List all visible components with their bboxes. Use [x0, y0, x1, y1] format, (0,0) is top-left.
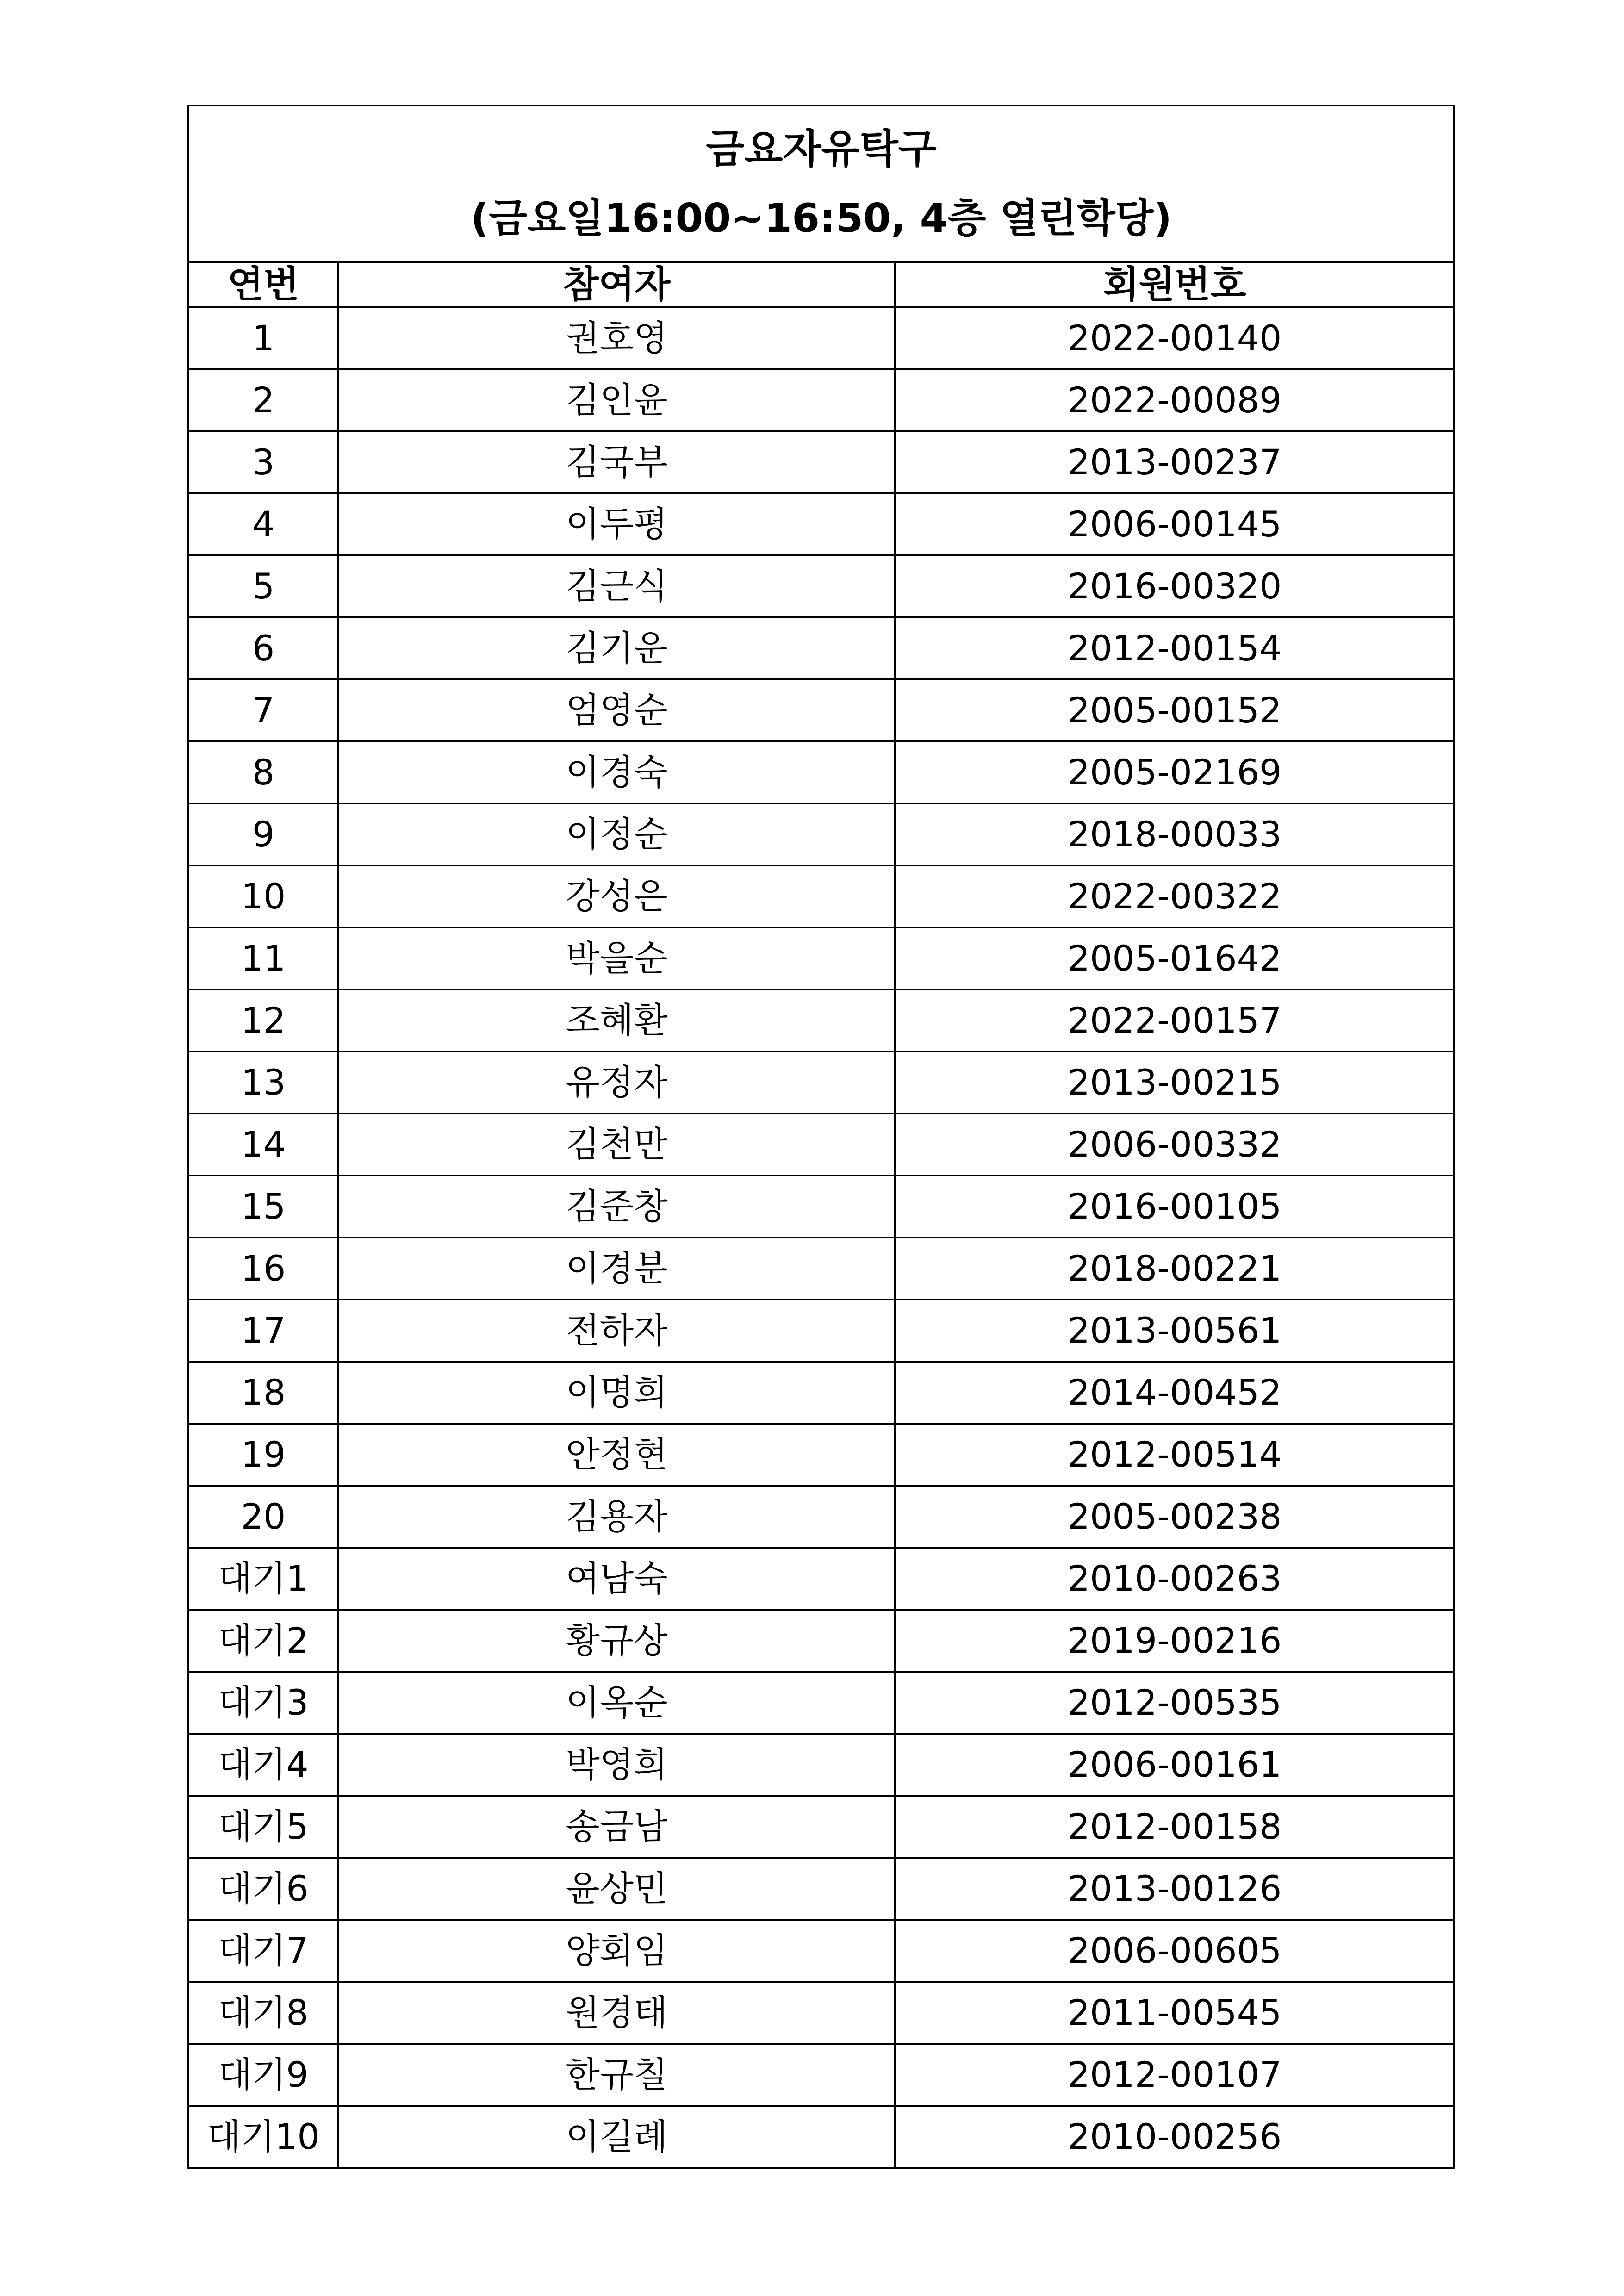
cell-seq: 대기2	[188, 1610, 338, 1672]
cell-seq: 대기1	[188, 1548, 338, 1610]
cell-seq: 14	[188, 1114, 338, 1176]
table-row	[188, 431, 1454, 493]
cell-member-id: 2018-00033	[895, 803, 1454, 865]
cell-name: 여남숙	[338, 1548, 895, 1610]
cell-seq: 대기3	[188, 1672, 338, 1734]
table-row	[188, 1362, 1454, 1424]
cell-name: 이옥순	[338, 1672, 895, 1734]
cell-member-id: 2006-00332	[895, 1114, 1454, 1176]
document-subtitle: (금요일16:00~16:50, 4층 열린학당)	[470, 195, 1172, 242]
cell-name: 송금남	[338, 1796, 895, 1858]
header-row	[188, 262, 1454, 307]
cell-member-id: 2022-00322	[895, 865, 1454, 927]
cell-name: 윤상민	[338, 1858, 895, 1920]
cell-name: 조혜환	[338, 989, 895, 1052]
table-row	[188, 1424, 1454, 1486]
cell-seq: 16	[188, 1238, 338, 1300]
header-member-id: 회원번호	[895, 262, 1454, 307]
cell-name: 원경태	[338, 1982, 895, 2044]
table-row	[188, 865, 1454, 927]
cell-member-id: 2012-00154	[895, 617, 1454, 679]
cell-name: 강성은	[338, 865, 895, 927]
cell-seq: 19	[188, 1424, 338, 1486]
cell-member-id: 2016-00105	[895, 1176, 1454, 1238]
cell-seq: 18	[188, 1362, 338, 1424]
table-row	[188, 1238, 1454, 1300]
title-cell	[188, 106, 1454, 262]
cell-name: 이명희	[338, 1362, 895, 1424]
cell-seq: 대기4	[188, 1734, 338, 1796]
cell-name: 엄영순	[338, 679, 895, 741]
cell-name: 이경분	[338, 1238, 895, 1300]
cell-member-id: 2014-00452	[895, 1362, 1454, 1424]
cell-member-id: 2005-01642	[895, 927, 1454, 989]
cell-name: 김용자	[338, 1486, 895, 1548]
cell-name: 이경숙	[338, 741, 895, 803]
cell-seq: 대기6	[188, 1858, 338, 1920]
cell-name: 권호영	[338, 307, 895, 369]
cell-name: 김인윤	[338, 369, 895, 431]
cell-seq: 대기8	[188, 1982, 338, 2044]
cell-seq: 2	[188, 369, 338, 431]
cell-member-id: 2013-00126	[895, 1858, 1454, 1920]
header-name: 참여자	[338, 262, 895, 307]
cell-member-id: 2012-00535	[895, 1672, 1454, 1734]
cell-member-id: 2016-00320	[895, 555, 1454, 617]
cell-seq: 대기7	[188, 1920, 338, 1982]
table-row	[188, 1734, 1454, 1796]
cell-seq: 10	[188, 865, 338, 927]
cell-member-id: 2013-00561	[895, 1300, 1454, 1362]
cell-member-id: 2012-00107	[895, 2044, 1454, 2106]
cell-seq: 4	[188, 493, 338, 555]
cell-member-id: 2018-00221	[895, 1238, 1454, 1300]
cell-name: 김근식	[338, 555, 895, 617]
cell-member-id: 2006-00145	[895, 493, 1454, 555]
cell-member-id: 2012-00158	[895, 1796, 1454, 1858]
participant-table	[187, 105, 1455, 2169]
table-row	[188, 617, 1454, 679]
table-row	[188, 1796, 1454, 1858]
cell-seq: 대기5	[188, 1796, 338, 1858]
table-row	[188, 803, 1454, 865]
cell-member-id: 2022-00140	[895, 307, 1454, 369]
table-row	[188, 1176, 1454, 1238]
cell-seq: 3	[188, 431, 338, 493]
cell-name: 김기운	[338, 617, 895, 679]
cell-member-id: 2019-00216	[895, 1610, 1454, 1672]
table-row	[188, 1672, 1454, 1734]
cell-name: 이두평	[338, 493, 895, 555]
cell-member-id: 2010-00263	[895, 1548, 1454, 1610]
cell-name: 김국부	[338, 431, 895, 493]
table-row	[188, 1920, 1454, 1982]
table-row	[188, 741, 1454, 803]
table-row	[188, 1858, 1454, 1920]
cell-name: 안정현	[338, 1424, 895, 1486]
table-row	[188, 1548, 1454, 1610]
cell-member-id: 2006-00161	[895, 1734, 1454, 1796]
table-row	[188, 307, 1454, 369]
cell-seq: 대기9	[188, 2044, 338, 2106]
table-row	[188, 679, 1454, 741]
cell-seq: 12	[188, 989, 338, 1052]
table-row	[188, 1486, 1454, 1548]
table-body	[188, 307, 1454, 2168]
cell-name: 이길례	[338, 2106, 895, 2168]
cell-seq: 20	[188, 1486, 338, 1548]
cell-name: 유정자	[338, 1052, 895, 1114]
cell-member-id: 2005-00238	[895, 1486, 1454, 1548]
cell-member-id: 2006-00605	[895, 1920, 1454, 1982]
cell-seq: 7	[188, 679, 338, 741]
cell-seq: 대기10	[188, 2106, 338, 2168]
cell-member-id: 2013-00237	[895, 431, 1454, 493]
table-row	[188, 1982, 1454, 2044]
cell-seq: 17	[188, 1300, 338, 1362]
cell-seq: 11	[188, 927, 338, 989]
title-row	[188, 106, 1454, 262]
table-row	[188, 2044, 1454, 2106]
cell-seq: 9	[188, 803, 338, 865]
table-row	[188, 1300, 1454, 1362]
table-row	[188, 555, 1454, 617]
document-title: 금요자유탁구	[706, 126, 937, 172]
cell-name: 김준창	[338, 1176, 895, 1238]
cell-seq: 6	[188, 617, 338, 679]
table-row	[188, 989, 1454, 1052]
cell-name: 전하자	[338, 1300, 895, 1362]
cell-seq: 15	[188, 1176, 338, 1238]
table-row	[188, 1610, 1454, 1672]
cell-member-id: 2011-00545	[895, 1982, 1454, 2044]
cell-seq: 13	[188, 1052, 338, 1114]
cell-member-id: 2012-00514	[895, 1424, 1454, 1486]
table-row	[188, 1114, 1454, 1176]
cell-seq: 5	[188, 555, 338, 617]
cell-member-id: 2013-00215	[895, 1052, 1454, 1114]
cell-seq: 1	[188, 307, 338, 369]
table-row	[188, 927, 1454, 989]
table-row	[188, 2106, 1454, 2168]
cell-name: 박을순	[338, 927, 895, 989]
cell-member-id: 2005-02169	[895, 741, 1454, 803]
roster-sheet	[187, 105, 1453, 2169]
table-row	[188, 1052, 1454, 1114]
cell-name: 박영희	[338, 1734, 895, 1796]
cell-name: 양회임	[338, 1920, 895, 1982]
cell-member-id: 2022-00089	[895, 369, 1454, 431]
cell-name: 이정순	[338, 803, 895, 865]
cell-member-id: 2005-00152	[895, 679, 1454, 741]
table-row	[188, 493, 1454, 555]
cell-member-id: 2010-00256	[895, 2106, 1454, 2168]
cell-name: 황규상	[338, 1610, 895, 1672]
cell-member-id: 2022-00157	[895, 989, 1454, 1052]
cell-name: 한규칠	[338, 2044, 895, 2106]
cell-name: 김천만	[338, 1114, 895, 1176]
header-seq: 연번	[188, 262, 338, 307]
table-row	[188, 369, 1454, 431]
cell-seq: 8	[188, 741, 338, 803]
